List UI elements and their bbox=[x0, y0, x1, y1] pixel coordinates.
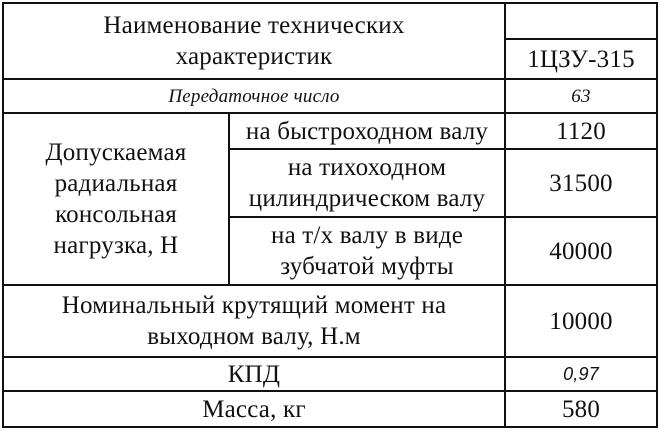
efficiency-value: 0,97 bbox=[563, 363, 599, 384]
radial-load-slow-cyl-value: 31500 bbox=[549, 169, 613, 197]
grid-line bbox=[656, 2, 658, 428]
grid-line bbox=[228, 216, 658, 218]
grid-line bbox=[504, 2, 506, 428]
mass-label: Масса, кг bbox=[202, 395, 306, 423]
grid-line bbox=[2, 2, 4, 428]
radial-load-gear-coupling-value: 40000 bbox=[549, 237, 613, 265]
radial-load-slow-cyl-label: на тихоходном цилиндрическом валу bbox=[248, 154, 486, 212]
grid-line bbox=[2, 284, 658, 286]
torque-value: 10000 bbox=[549, 307, 613, 335]
header-model: 1ЦЗУ-315 bbox=[527, 45, 635, 73]
grid-line bbox=[504, 38, 658, 40]
mass-value: 580 bbox=[561, 395, 601, 423]
radial-load-gear-coupling-label: на т/х валу в виде зубчатой муфты bbox=[270, 222, 463, 280]
grid-line bbox=[228, 112, 230, 286]
torque-label: Номинальный крутящий момент на выходном валу, Н.м bbox=[61, 292, 447, 350]
grid-line bbox=[2, 78, 658, 80]
gear-ratio-label: Передаточное число bbox=[168, 85, 340, 107]
gear-ratio-value: 63 bbox=[571, 85, 591, 107]
grid-line bbox=[2, 390, 658, 392]
header-name-label: Наименование технических характеристик bbox=[103, 12, 405, 70]
radial-load-fast-shaft-value: 1120 bbox=[556, 117, 606, 145]
radial-load-label: Допускаемая радиальная консольная нагрузка, Н bbox=[45, 139, 187, 259]
grid-line bbox=[2, 112, 658, 114]
grid-line bbox=[2, 426, 658, 428]
grid-line bbox=[228, 148, 658, 150]
efficiency-label: КПД bbox=[227, 360, 281, 388]
radial-load-fast-shaft-label: на быстроходном валу bbox=[245, 117, 489, 145]
grid-line bbox=[2, 356, 658, 358]
grid-line bbox=[2, 2, 658, 4]
header-model-empty bbox=[506, 4, 656, 38]
